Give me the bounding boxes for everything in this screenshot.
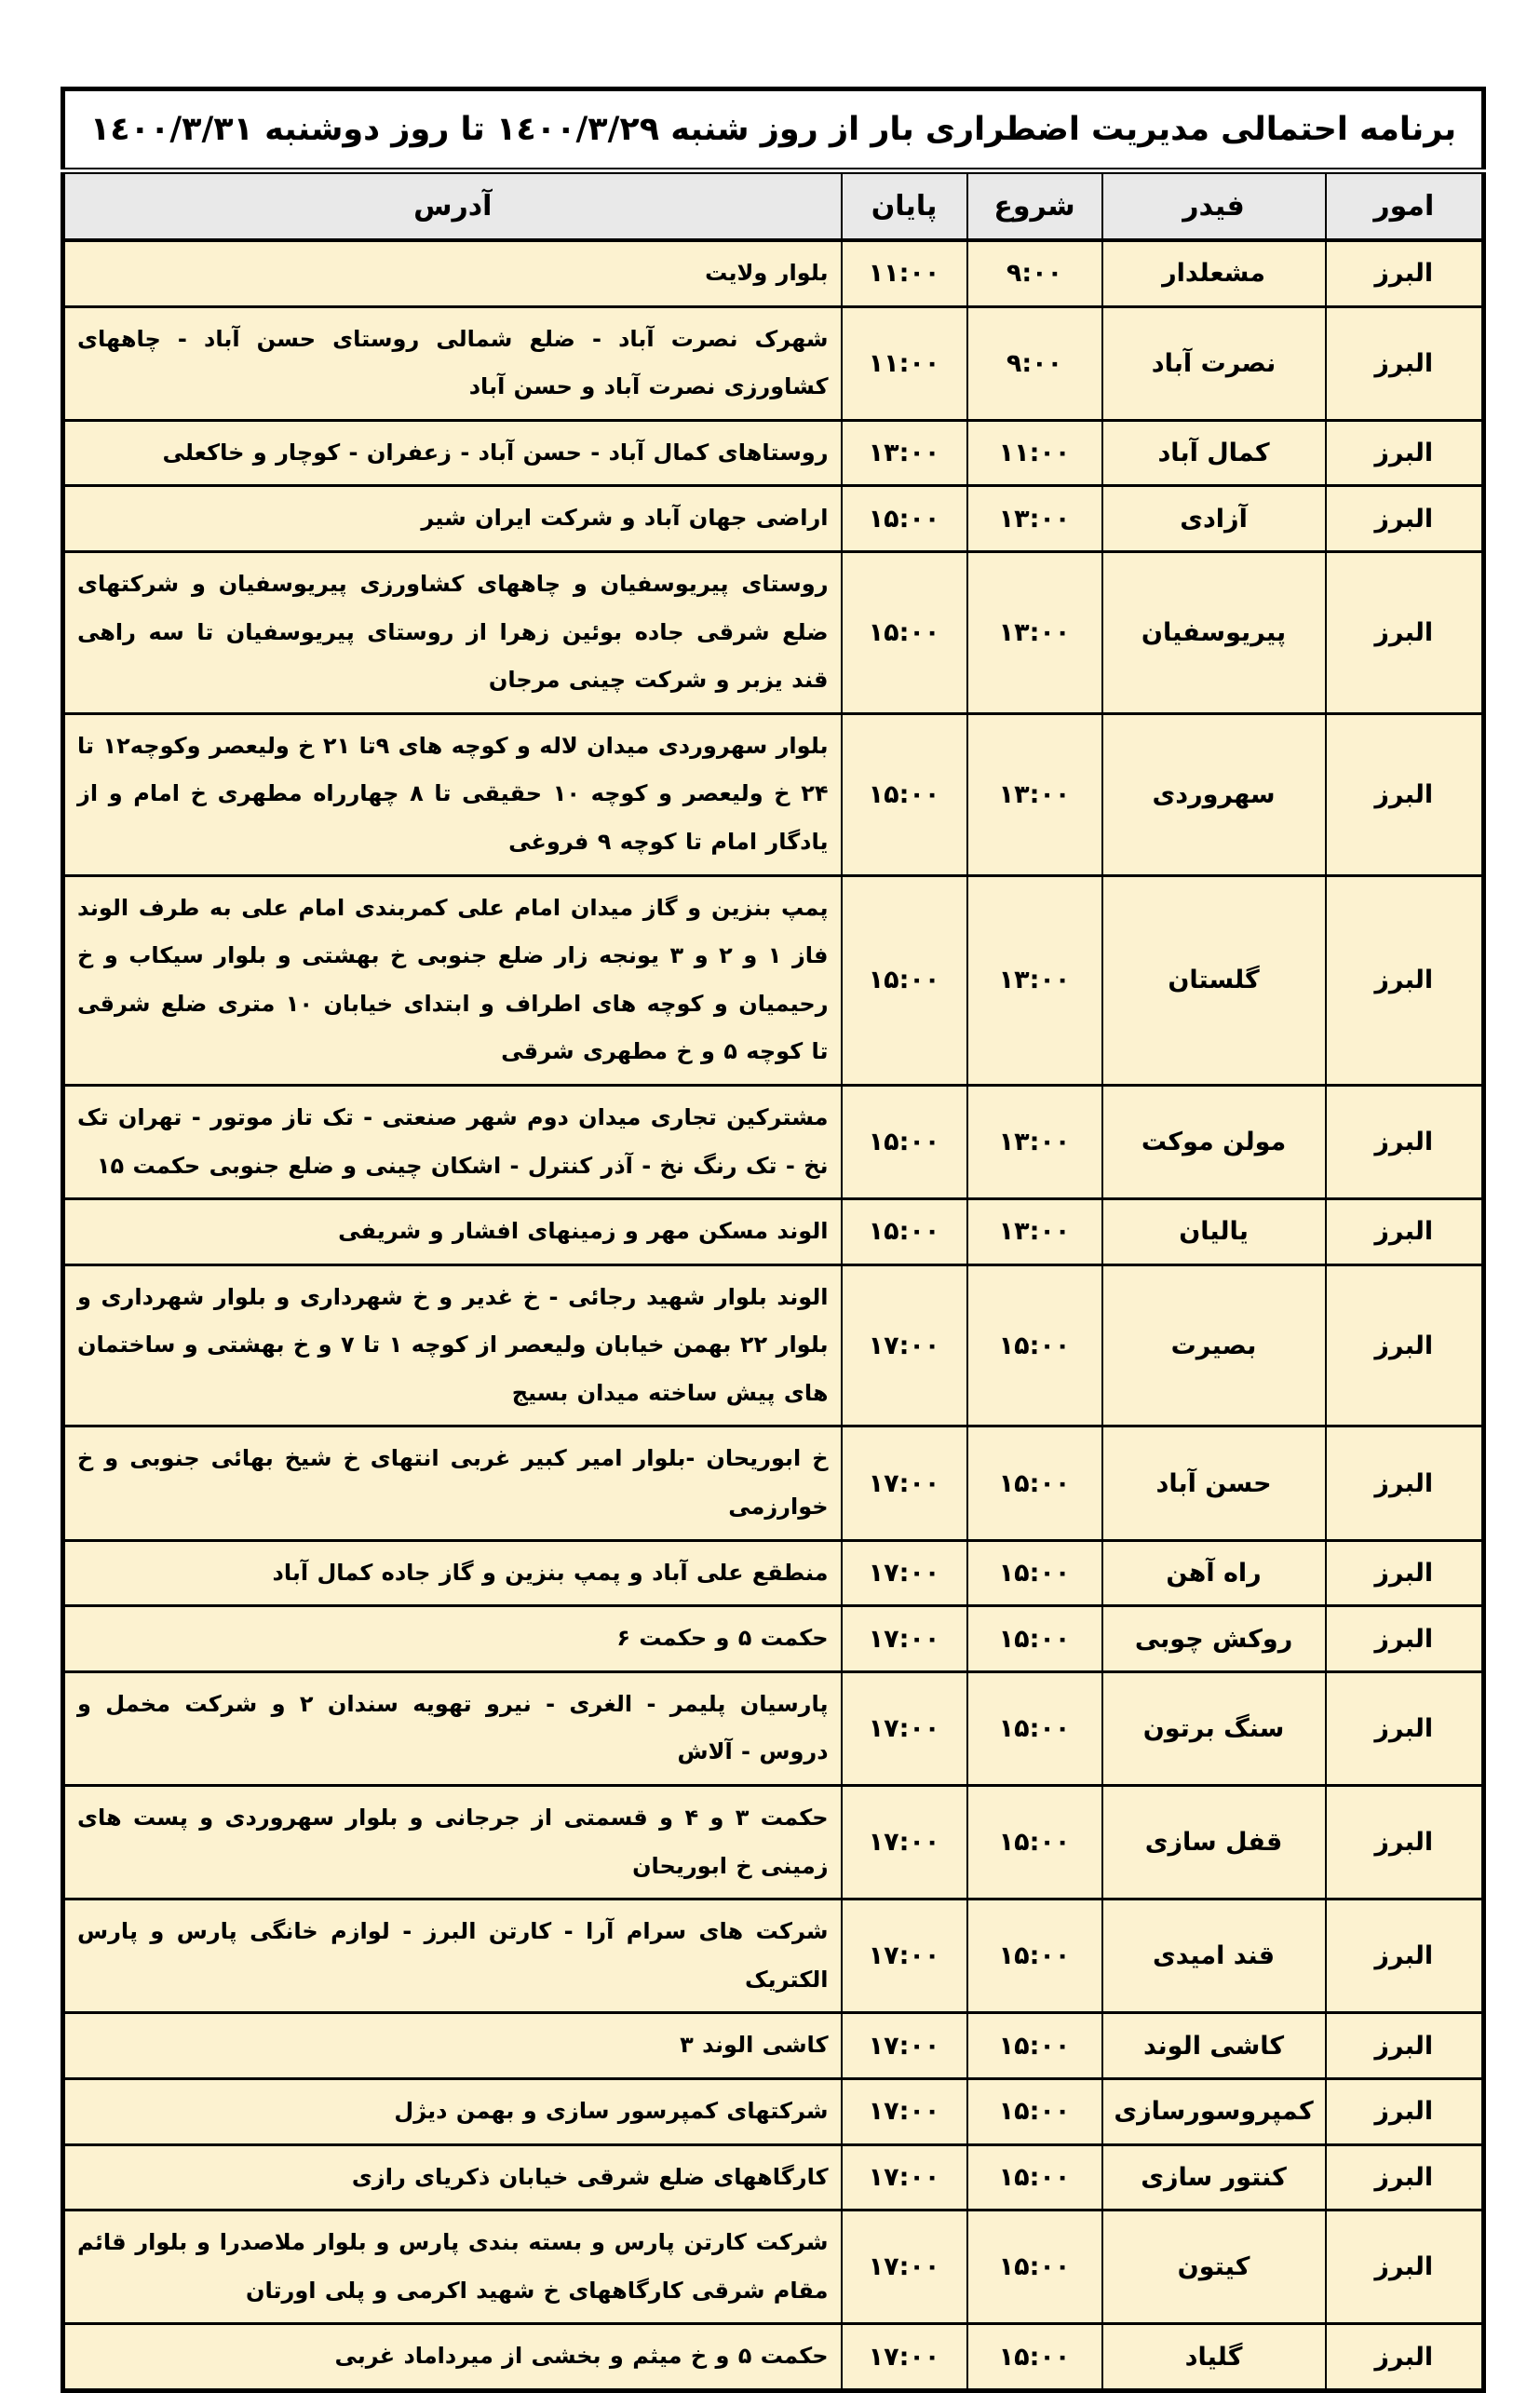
feeder-cell: یالیان xyxy=(1102,1199,1326,1265)
start-time-cell: ۱۵:۰۰ xyxy=(967,1264,1102,1426)
end-time-cell: ۱۷:۰۰ xyxy=(842,1786,967,1900)
area-cell: البرز xyxy=(1326,2013,1484,2079)
start-time-cell: ۱۵:۰۰ xyxy=(967,2013,1102,2079)
area-cell: البرز xyxy=(1326,306,1484,420)
table-row xyxy=(63,1540,1484,1606)
address-cell: شرکت کارتن پارس و بسته بندی پارس و بلوار ملاصدرا و بلوار قائم مقام شرقی کارگاههای خ شهید اکرمی و پلی اورتان xyxy=(63,2210,842,2324)
end-time-cell: ۱۷:۰۰ xyxy=(842,2144,967,2210)
end-time-cell: ۱۷:۰۰ xyxy=(842,1426,967,1540)
page-title: برنامه احتمالی مدیریت اضطراری بار از روز شنبه ١٤٠٠/٣/٢٩ تا روز دوشنبه ١٤٠٠/٣/٣١ xyxy=(63,89,1484,171)
col-header-feeder: فیدر xyxy=(1102,171,1326,241)
table-row xyxy=(63,1085,1484,1198)
start-time-cell: ۱۵:۰۰ xyxy=(967,1426,1102,1540)
feeder-cell: کمپروسورسازی xyxy=(1102,2079,1326,2145)
start-time-cell: ۹:۰۰ xyxy=(967,306,1102,420)
col-header-address: آدرس xyxy=(63,171,842,241)
table-row xyxy=(63,2210,1484,2324)
address-cell: الوند مسکن مهر و زمینهای افشار و شریفی xyxy=(63,1199,842,1265)
feeder-cell: روکش چوبی xyxy=(1102,1606,1326,1672)
table-row xyxy=(63,2079,1484,2145)
feeder-cell: گلیاد xyxy=(1102,2324,1326,2391)
table-row xyxy=(63,2324,1484,2391)
area-cell: البرز xyxy=(1326,1671,1484,1785)
address-cell: پارسیان پلیمر - الغری - نیرو تهویه سندان ۲ و شرکت مخمل و دروس - آلاش xyxy=(63,1671,842,1785)
end-time-cell: ۱۵:۰۰ xyxy=(842,551,967,713)
address-cell: روستاهای کمال آباد - حسن آباد - زعفران - کوچار و خاکعلی xyxy=(63,420,842,486)
area-cell: البرز xyxy=(1326,420,1484,486)
feeder-cell: سنگ برتون xyxy=(1102,1671,1326,1785)
end-time-cell: ۱۵:۰۰ xyxy=(842,1085,967,1198)
area-cell: البرز xyxy=(1326,1085,1484,1198)
area-cell: البرز xyxy=(1326,2210,1484,2324)
area-cell: البرز xyxy=(1326,875,1484,1085)
table-row xyxy=(63,420,1484,486)
end-time-cell: ۱۷:۰۰ xyxy=(842,2210,967,2324)
feeder-cell: کاشی الوند xyxy=(1102,2013,1326,2079)
end-time-cell: ۱۷:۰۰ xyxy=(842,1606,967,1672)
title-row xyxy=(63,89,1484,171)
end-time-cell: ۱۷:۰۰ xyxy=(842,1900,967,2013)
area-cell: البرز xyxy=(1326,1199,1484,1265)
end-time-cell: ۱۷:۰۰ xyxy=(842,2079,967,2145)
table-row xyxy=(63,1426,1484,1540)
table-row xyxy=(63,1671,1484,1785)
start-time-cell: ۱۳:۰۰ xyxy=(967,1085,1102,1198)
feeder-cell: بصیرت xyxy=(1102,1264,1326,1426)
table-row xyxy=(63,486,1484,552)
area-cell: البرز xyxy=(1326,1606,1484,1672)
end-time-cell: ۱۷:۰۰ xyxy=(842,2013,967,2079)
col-header-end: پایان xyxy=(842,171,967,241)
start-time-cell: ۱۵:۰۰ xyxy=(967,1606,1102,1672)
area-cell: البرز xyxy=(1326,1264,1484,1426)
feeder-cell: پیریوسفیان xyxy=(1102,551,1326,713)
feeder-cell: نصرت آباد xyxy=(1102,306,1326,420)
end-time-cell: ۱۷:۰۰ xyxy=(842,1264,967,1426)
end-time-cell: ۱۷:۰۰ xyxy=(842,2324,967,2391)
address-cell: شهرک نصرت آباد - ضلع شمالی روستای حسن آباد - چاههای کشاورزی نصرت آباد و حسن آباد xyxy=(63,306,842,420)
address-cell: روستای پیریوسفیان و چاههای کشاورزی پیریوسفیان و شرکتهای ضلع شرقی جاده بوئین زهرا از روستای پیریوسفیان تا سه راهی قند یزبر و شرکت چینی مرجان xyxy=(63,551,842,713)
start-time-cell: ۱۳:۰۰ xyxy=(967,551,1102,713)
end-time-cell: ۱۱:۰۰ xyxy=(842,306,967,420)
col-header-start: شروع xyxy=(967,171,1102,241)
address-cell: کاشی الوند ۳ xyxy=(63,2013,842,2079)
address-cell: حکمت ۵ و خ میثم و بخشی از میرداماد غربی xyxy=(63,2324,842,2391)
header-row xyxy=(63,171,1484,241)
table-row xyxy=(63,2144,1484,2210)
address-cell: حکمت ۳ و ۴ و قسمتی از جرجانی و بلوار سهروردی و پست های زمینی خ ابوریحان xyxy=(63,1786,842,1900)
start-time-cell: ۱۵:۰۰ xyxy=(967,1671,1102,1785)
address-cell: حکمت ۵ و حکمت ۶ xyxy=(63,1606,842,1672)
end-time-cell: ۱۷:۰۰ xyxy=(842,1671,967,1785)
outage-schedule-table xyxy=(61,87,1486,2393)
end-time-cell: ۱۵:۰۰ xyxy=(842,486,967,552)
start-time-cell: ۱۳:۰۰ xyxy=(967,875,1102,1085)
end-time-cell: ۱۷:۰۰ xyxy=(842,1540,967,1606)
feeder-cell: حسن آباد xyxy=(1102,1426,1326,1540)
area-cell: البرز xyxy=(1326,1426,1484,1540)
area-cell: البرز xyxy=(1326,1540,1484,1606)
start-time-cell: ۱۵:۰۰ xyxy=(967,2210,1102,2324)
feeder-cell: مولن موکت xyxy=(1102,1085,1326,1198)
end-time-cell: ۱۵:۰۰ xyxy=(842,1199,967,1265)
start-time-cell: ۱۵:۰۰ xyxy=(967,2324,1102,2391)
feeder-cell: آزادی xyxy=(1102,486,1326,552)
feeder-cell: کمال آباد xyxy=(1102,420,1326,486)
address-cell: مشترکین تجاری میدان دوم شهر صنعتی - تک تاز موتور - تهران تک نخ - تک رنگ نخ - آذر کنترل - اشکان چینی و ضلع جنوبی حکمت ۱۵ xyxy=(63,1085,842,1198)
start-time-cell: ۱۳:۰۰ xyxy=(967,1199,1102,1265)
address-cell: بلوار سهروردی میدان لاله و کوچه های ۹تا ۲۱ خ ولیعصر وکوچه۱۲ تا ۲۴ خ ولیعصر و کوچه ۱۰ حقیقی تا ۸ چهارراه مطهری خ امام و از یادگار امام تا کوچه ۹ فروغی xyxy=(63,713,842,875)
address-cell: پمپ بنزین و گاز میدان امام علی کمربندی امام علی به طرف الوند فاز ۱ و ۲ و ۳ یونجه زار ضلع جنوبی خ بهشتی و بلوار سیکاب و خ رحیمیان و کوچه های اطراف و ابتدای خیابان ۱۰ متری ضلع شرقی تا کوچه ۵ و خ مطهری شرقی xyxy=(63,875,842,1085)
table-row xyxy=(63,240,1484,306)
table-row xyxy=(63,1199,1484,1265)
feeder-cell: راه آهن xyxy=(1102,1540,1326,1606)
address-cell: الوند بلوار شهید رجائی - خ غدیر و خ شهرداری و بلوار شهرداری و بلوار ۲۲ بهمن خیابان ولیعصر از کوچه ۱ تا ۷ و خ بهشتی و ساختمان های پیش ساخته میدان بسیج xyxy=(63,1264,842,1426)
end-time-cell: ۱۳:۰۰ xyxy=(842,420,967,486)
start-time-cell: ۱۵:۰۰ xyxy=(967,2144,1102,2210)
start-time-cell: ۱۳:۰۰ xyxy=(967,486,1102,552)
table-row xyxy=(63,875,1484,1085)
address-cell: اراضی جهان آباد و شرکت ایران شیر xyxy=(63,486,842,552)
area-cell: البرز xyxy=(1326,713,1484,875)
start-time-cell: ۹:۰۰ xyxy=(967,240,1102,306)
start-time-cell: ۱۱:۰۰ xyxy=(967,420,1102,486)
feeder-cell: قفل سازی xyxy=(1102,1786,1326,1900)
area-cell: البرز xyxy=(1326,2144,1484,2210)
table-row xyxy=(63,1786,1484,1900)
address-cell: خ ابوریحان -بلوار امیر کبیر غربی انتهای خ شیخ بهائی جنوبی و خ خوارزمی xyxy=(63,1426,842,1540)
end-time-cell: ۱۵:۰۰ xyxy=(842,713,967,875)
start-time-cell: ۱۵:۰۰ xyxy=(967,2079,1102,2145)
address-cell: کارگاههای ضلع شرقی خیابان ذکریای رازی xyxy=(63,2144,842,2210)
table-row xyxy=(63,2013,1484,2079)
table-row xyxy=(63,1264,1484,1426)
area-cell: البرز xyxy=(1326,1900,1484,2013)
start-time-cell: ۱۵:۰۰ xyxy=(967,1786,1102,1900)
start-time-cell: ۱۳:۰۰ xyxy=(967,713,1102,875)
feeder-cell: کنتور سازی xyxy=(1102,2144,1326,2210)
area-cell: البرز xyxy=(1326,2324,1484,2391)
table-row xyxy=(63,1900,1484,2013)
table-row xyxy=(63,713,1484,875)
feeder-cell: سهروردی xyxy=(1102,713,1326,875)
table-row xyxy=(63,1606,1484,1672)
schedule-sheet xyxy=(61,87,1481,2393)
area-cell: البرز xyxy=(1326,486,1484,552)
address-cell: شرکت های سرام آرا - کارتن البرز - لوازم خانگی پارس و پارس الکتریک xyxy=(63,1900,842,2013)
area-cell: البرز xyxy=(1326,1786,1484,1900)
area-cell: البرز xyxy=(1326,551,1484,713)
col-header-affairs: امور xyxy=(1326,171,1484,241)
start-time-cell: ۱۵:۰۰ xyxy=(967,1540,1102,1606)
feeder-cell: مشعلدار xyxy=(1102,240,1326,306)
area-cell: البرز xyxy=(1326,2079,1484,2145)
address-cell: شرکتهای کمپرسور سازی و بهمن دیژل xyxy=(63,2079,842,2145)
address-cell: منطقع علی آباد و پمپ بنزین و گاز جاده کمال آباد xyxy=(63,1540,842,1606)
table-row xyxy=(63,551,1484,713)
end-time-cell: ۱۱:۰۰ xyxy=(842,240,967,306)
feeder-cell: کیتون xyxy=(1102,2210,1326,2324)
address-cell: بلوار ولایت xyxy=(63,240,842,306)
table-row xyxy=(63,306,1484,420)
area-cell: البرز xyxy=(1326,240,1484,306)
feeder-cell: گلستان xyxy=(1102,875,1326,1085)
feeder-cell: قند امیدی xyxy=(1102,1900,1326,2013)
start-time-cell: ۱۵:۰۰ xyxy=(967,1900,1102,2013)
end-time-cell: ۱۵:۰۰ xyxy=(842,875,967,1085)
